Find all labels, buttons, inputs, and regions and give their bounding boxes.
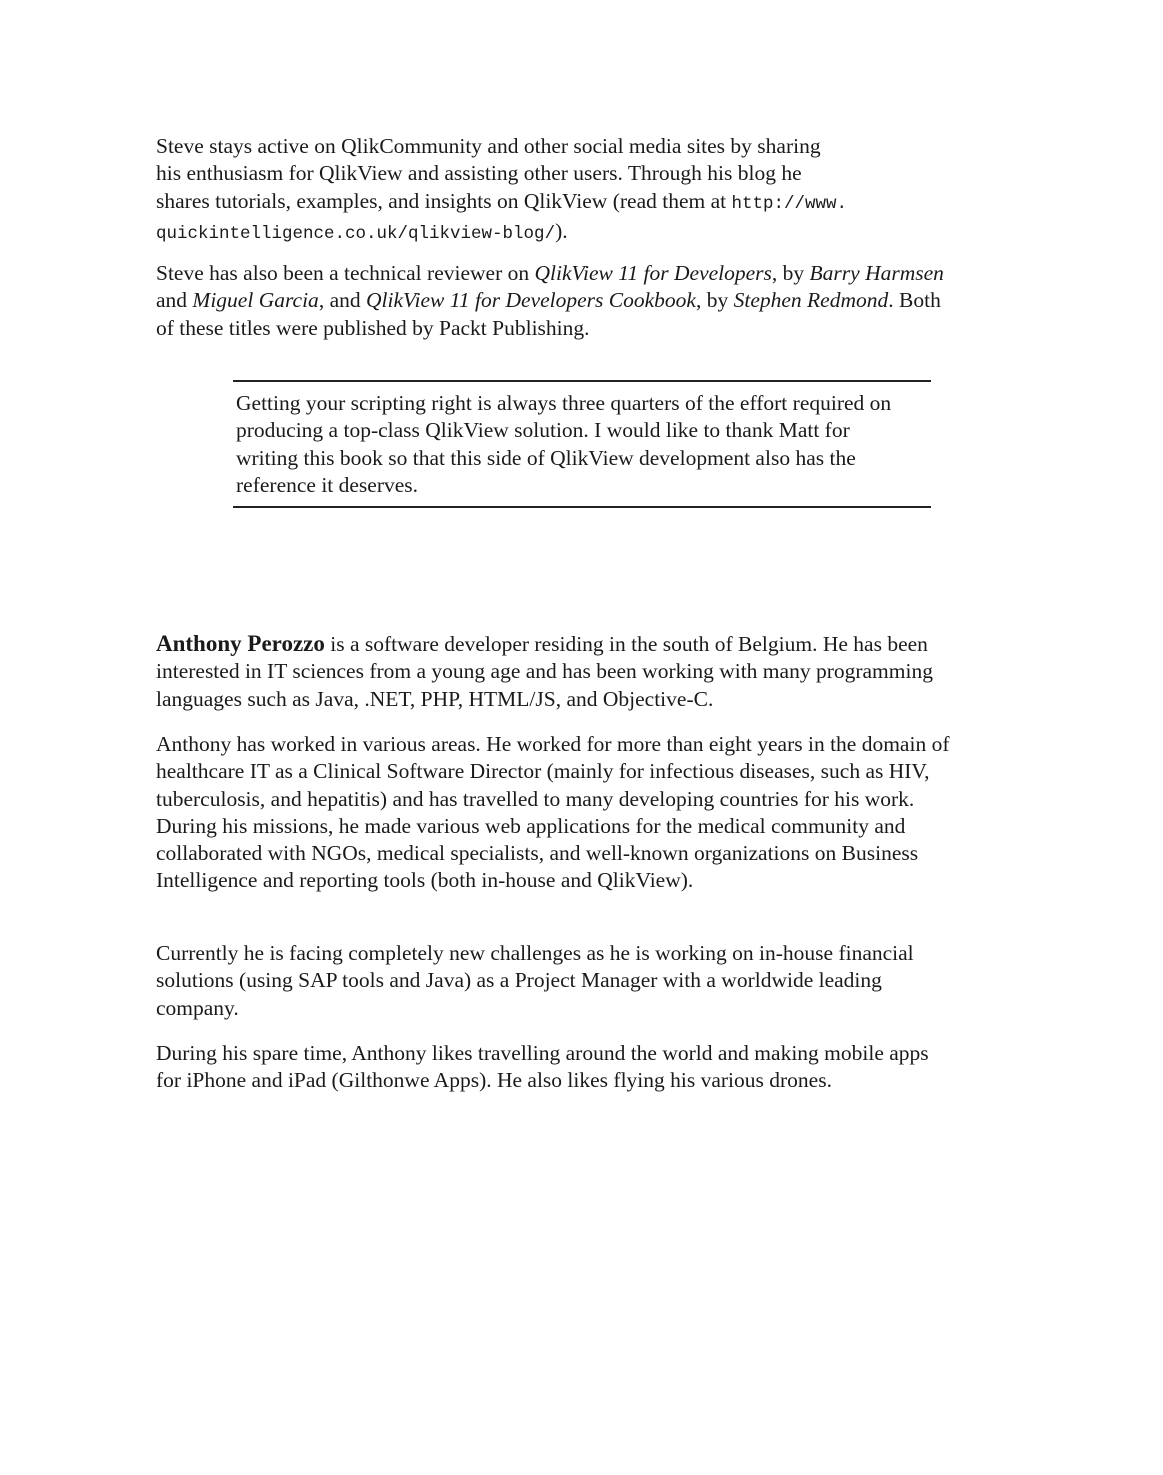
steve-community-paragraph <box>156 133 986 248</box>
blog-url-part-1[interactable]: http://www. <box>731 193 848 214</box>
steve-line-1: Steve stays active on QlikCommunity and other social media sites by sharing <box>156 134 821 158</box>
reviewer-text-1: Steve has also been a technical reviewer on <box>156 261 535 285</box>
quote-box <box>233 380 931 508</box>
book-title-2: QlikView 11 for Developers Cookbook <box>365 288 696 313</box>
reviewer-text-5: , by <box>695 288 734 313</box>
author-1: Barry Harmsen <box>809 261 944 285</box>
anthony-intro-paragraph <box>156 630 1016 713</box>
blog-url-part-2[interactable]: quickintelligence.co.uk/qlikview-blog/ <box>156 223 556 244</box>
anthony-current-paragraph: Currently he is facing completely new challenges as he is working on in-house financial solutions (using SAP tools and Java) as a Project Manager with a worldwide leading company. <box>156 941 914 1020</box>
anthony-intro-text: is a software developer residing in the south of Belgium. He has been interested in IT sciences from a young age and has been working with many programming languages such as Java, .NET, PHP, HTML/JS, and Objective-C. <box>156 632 933 711</box>
steve-line-3: shares tutorials, examples, and insights on QlikView (read them at <box>156 188 732 213</box>
reviewer-text-6: . Both of these titles were published by Packt Publishing. <box>156 288 941 340</box>
quote-text: Getting your scripting right is always three quarters of the effort required on producing a top-class QlikView solution. I would like to thank Matt for writing this book so that this side of QlikView development also has the reference it deserves. <box>236 391 892 497</box>
reviewer-name: Anthony Perozzo <box>156 631 325 656</box>
reviewer-text-3: and <box>156 288 193 313</box>
anthony-career-paragraph: Anthony has worked in various areas. He worked for more than eight years in the domain of healthcare IT as a Clinical Software Director (mainly for infectious diseases, such as HIV, tuberculosis, and hepatitis) and has travelled to many developing countries for his work. During his missions, he made various web applications for the medical community and collaborated with NGOs, medical specialists, and well-known organizations on Business Intelligence and reporting tools (both in-house and QlikView). <box>156 732 950 893</box>
steve-reviewer-paragraph <box>156 260 956 342</box>
reviewer-text-2: , by <box>771 261 810 285</box>
author-2: Miguel Garcia <box>192 288 319 313</box>
reviewer-text-4: , and <box>318 288 366 313</box>
steve-line-2: his enthusiasm for QlikView and assisting other users. Through his blog he <box>156 161 802 186</box>
book-title-1: QlikView 11 for Developers <box>534 261 772 285</box>
steve-line-4-end: ). <box>555 218 568 243</box>
author-3: Stephen Redmond <box>733 288 889 313</box>
anthony-spare-time-paragraph: During his spare time, Anthony likes travelling around the world and making mobile apps for iPhone and iPad (Gilthonwe Apps). He also likes flying his various drones. <box>156 1041 929 1093</box>
